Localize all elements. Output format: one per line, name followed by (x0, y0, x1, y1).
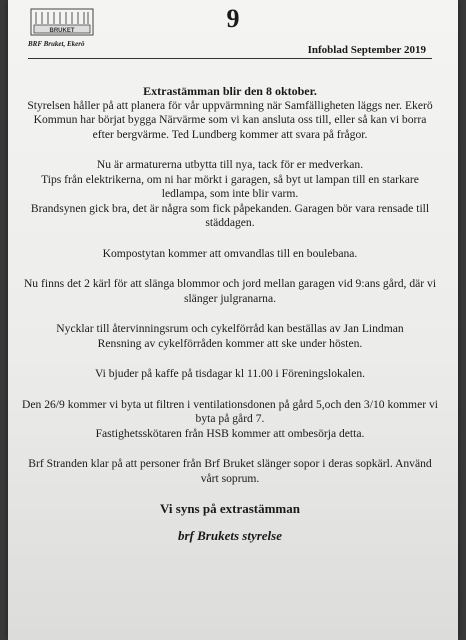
paragraph-bike-storage: Rensning av cykelförråden kommer att ske under hösten. (97, 336, 363, 350)
paragraph-hsb: Fastighetsskötaren från HSB kommer att ombesörja detta. (95, 426, 365, 440)
paragraph-bins: Nu finns det 2 kärl för att slänga blommor och jord mellan garagen vid 9:ans gård, där vi slänger julgranarna. (23, 277, 437, 305)
paragraph-heating: Styrelsen håller på att planera för vår uppvärmning när Samfälligheten läggs ner. Ekerö Kommun har börjat bygga Närvärme som vi kan ansluta oss till, eller så kan vi borra efter bergvärme. Ted Lundberg kommer att svara på frågor. (27, 98, 433, 141)
svg-text:BRUKET: BRUKET (49, 28, 75, 34)
paragraph-electrician-tips: Tips från elektrikerna, om ni har mörkt i garagen, så byt ut lampan till en starkare ledlampa, som inte blir varm. (41, 172, 419, 200)
page-number: 9 (226, 4, 240, 33)
paragraph-coffee: Vi bjuder på kaffe på tisdagar kl 11.00 i Föreningslokalen. (94, 367, 366, 380)
org-name: BRF Bruket, Ekerö (28, 40, 85, 48)
paragraph-compost: Kompostytan kommer att omvandlas till en boulebana. (102, 246, 358, 260)
paragraph-filters: Den 26/9 kommer vi byta ut filtren i ventilationsdonen på gård 5,och den 3/10 kommer vi byta på gård 7. (22, 397, 438, 425)
paragraph-keys: Nycklar till återvinningsrum och cykelförråd kan beställas av Jan Lindman (56, 322, 404, 335)
header-divider (28, 58, 432, 59)
issue-label: Infoblad September 2019 (307, 44, 426, 56)
closing-line: Vi syns på extrastämman (160, 501, 300, 516)
document-title: Extrastämman blir den 8 oktober. (143, 84, 317, 98)
paragraph-waste: Brf Stranden klar på att personer från Brf Bruket slänger sopor i deras sopkärl. Använd vårt soprum. (28, 457, 432, 485)
paragraph-fixtures: Nu är armaturerna utbytta till nya, tack för er medverkan. (96, 158, 364, 171)
signature: brf Brukets styrelse (178, 527, 282, 543)
paragraph-fire-inspection: Brandsynen gick bra, det är några som fick påpekanden. Garagen bör vara rensade till städdagen. (30, 201, 430, 229)
document-body (22, 84, 438, 543)
document-page (8, 0, 458, 640)
